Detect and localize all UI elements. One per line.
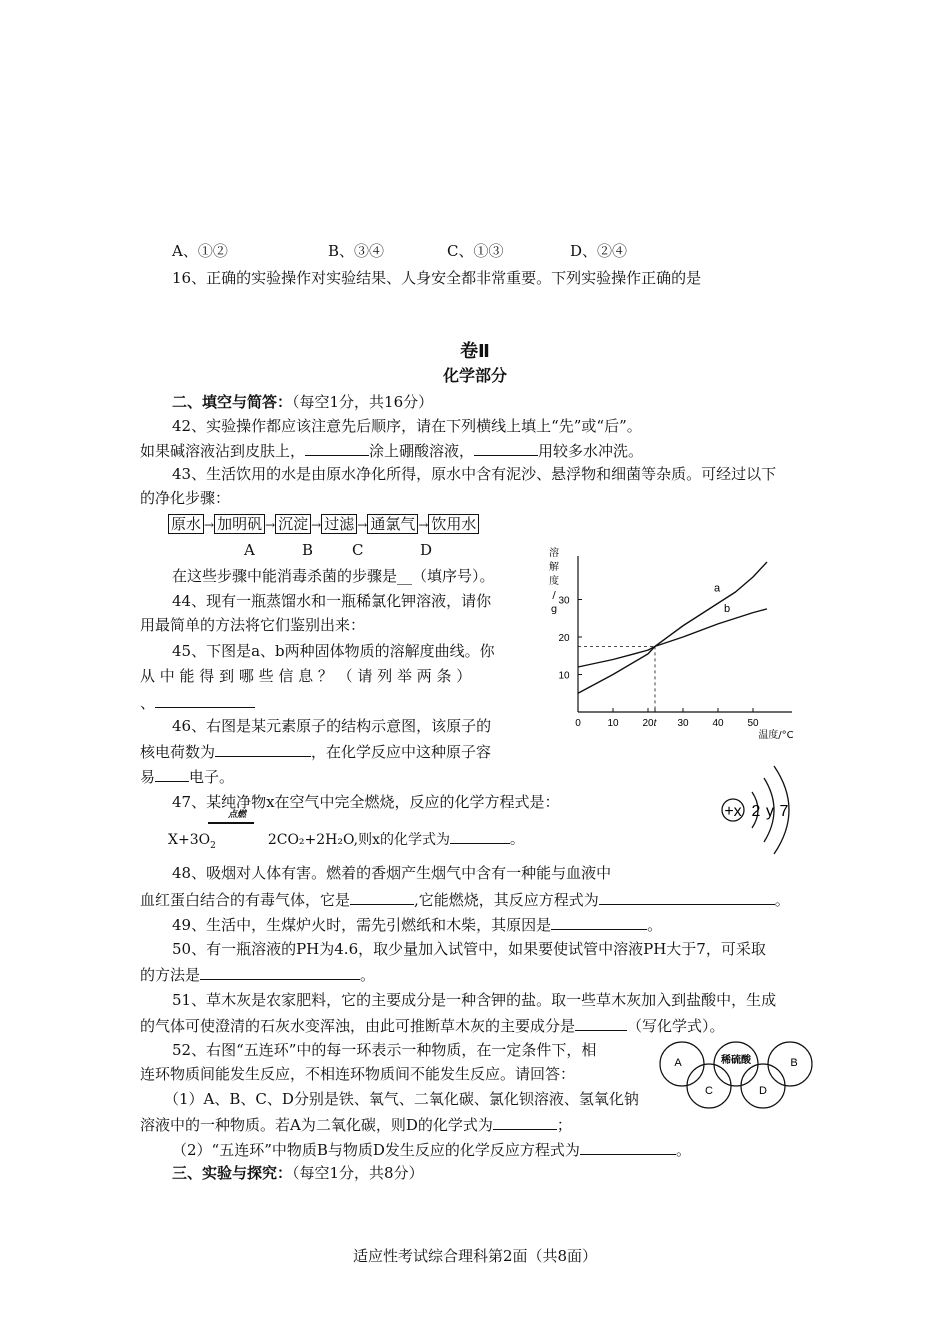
q46-line3 [140,766,234,787]
q50-text-a: 的方法是 [140,966,201,984]
q52-blank-2[interactable] [580,1139,676,1155]
q49-text-b: 。 [647,916,663,934]
flow-arrow-icon: → [357,518,368,532]
flow-step-2: 加明矾 [214,514,265,534]
y-axis-label-char: 解 [549,562,559,573]
q48-text-b: ,它能燃烧，其反应方程式为 [414,891,599,909]
flow-letter-b: B [302,541,314,559]
q15-option-b: B、③④ [328,242,385,260]
flow-arrow-icon: → [265,518,276,532]
q45-line1: 45、下图是a、b两种固体物质的溶解度曲线。你 [172,642,495,660]
part2-heading: 二、填空与简答： [172,393,293,411]
y-axis-label-char: 溶 [549,548,559,559]
q49-blank[interactable] [551,914,647,930]
flow-letter-d: D [420,541,433,559]
q50-line2 [140,964,375,985]
x-tick-label: t [653,718,657,729]
q48-text-a: 血红蛋白结合的有毒气体，它是 [140,891,351,909]
series-b-label: b [724,602,731,615]
q47-lhs: X+3O [168,832,211,848]
part2-note: （每空1分，共16分） [292,393,434,411]
atom-structure-diagram [712,760,812,860]
x-axis-label: 温度/°C [758,730,794,741]
q44-line2: 用最简单的方法将它们鉴别出来： [140,616,366,634]
q48-line2 [140,889,790,910]
y-tick-label: 30 [558,595,570,607]
q48-line1: 48、吸烟对人体有害。燃着的香烟产生烟气中含有一种能与血液中 [172,864,612,882]
x-tick-label: 0 [575,718,581,729]
five-rings-diagram [656,1036,816,1116]
q43-line3: 在这些步骤中能消毒杀菌的步骤是__（填序号）。 [172,567,495,585]
flow-step-5: 通氯气 [367,514,418,534]
q46-text-c: 易 [140,768,156,786]
q45-line2: 从 中 能 得 到 哪 些 信 息 ？ （ 请 列 举 两 条 ） [140,667,472,685]
x-tick-label: 30 [677,718,689,729]
q48-text-c: 。 [774,891,790,909]
q46-blank-2[interactable] [155,766,189,782]
section-subtitle: 化学部分 [442,366,507,385]
q48-blank-1[interactable] [350,889,414,905]
q47-blank[interactable] [450,828,510,844]
part2-heading-line [172,392,433,412]
q42-text-c: 用较多水冲洗。 [538,442,644,460]
page-footer: 适应性考试综合理科第2面（共8面） [352,1247,598,1265]
x-tick-label: 20 [642,718,654,729]
q46-text-a: 核电荷数为 [140,743,216,761]
purification-flow [168,514,479,535]
q46-text-b: ，在化学反应中这种原子容 [311,743,492,761]
part3-heading: 三、实验与探究： [172,1164,293,1182]
q42-line2 [140,440,643,461]
q47-rhs: 2CO₂+2H₂O, [267,832,359,848]
q42-text-a: 如果碱溶液沾到皮肤上， [140,442,306,460]
q47-reaction-bar [208,822,254,824]
x-tick-label: 50 [747,718,759,729]
q52-text-a: 溶液中的一种物质。若A为二氧化碳，则D的化学式为 [140,1116,493,1134]
ring-d-label: D [759,1085,767,1097]
part3-note: （每空1分，共8分） [292,1164,424,1182]
ring-a-label: A [674,1057,682,1069]
q52-line2: 连环物质间能发生反应，不相连环物质间不能发生反应。请回答： [140,1065,576,1083]
q45-line3 [140,692,255,713]
q52-line4 [140,1114,572,1135]
y-tick-label: 10 [558,670,570,682]
ring-sulfuric-acid-label: 稀硫酸 [721,1055,751,1066]
nucleus-label: +x [724,803,742,820]
q42-text-b: 涂上硼酸溶液， [369,442,475,460]
q52-text-c: （2）“五连环”中物质B与物质D发生反应的化学反应方程式为 [172,1141,580,1159]
q51-line2 [140,1015,725,1036]
q42-blank-2[interactable] [474,440,538,456]
x-tick-label: 10 [607,718,619,729]
part3-heading-line [172,1163,424,1183]
q51-blank[interactable] [575,1015,627,1031]
flow-arrow-icon: → [311,518,322,532]
q50-blank[interactable] [200,964,360,980]
q49-text-a: 49、生活中，生煤炉火时，需先引燃纸和木柴，其原因是 [172,916,552,934]
q48-blank-2[interactable] [599,889,775,905]
series-a-label: a [714,582,721,595]
q52-blank-1[interactable] [493,1114,557,1130]
shell-3-count: 7 [779,803,789,820]
flow-arrow-icon: → [418,518,429,532]
q47-line1: 47、某纯净物x在空气中完全燃烧，反应的化学方程式是： [172,793,560,811]
q15-option-a: A、①② [172,242,228,260]
q43-line2: 的净化步骤： [140,489,231,507]
q52-text-b: ； [556,1116,572,1134]
ring-b-label: B [790,1057,798,1069]
q52-line3: （1）A、B、C、D分别是铁、氧气、二氧化碳、氯化钡溶液、氢氧化钠 [164,1090,639,1108]
q47-equation [168,828,524,856]
q46-line2 [140,741,491,762]
series-a-line [578,562,767,693]
q42-line1: 42、实验操作都应该注意先后顺序，请在下列横线上填上“先”或“后”。 [172,417,642,435]
ring-a [660,1042,704,1086]
y-axis-label-char: 度 [549,576,559,587]
q47-end: 。 [510,832,525,848]
q52-line5 [172,1139,691,1160]
y-axis-label-char: / [552,590,556,601]
q46-blank-1[interactable] [215,741,311,757]
q15-option-c: C、①③ [447,242,504,260]
y-axis-label-char: g [550,604,558,615]
y-tick-label: 20 [558,633,570,644]
q45-blank[interactable] [155,692,255,708]
solubility-chart [540,540,810,770]
q45-separator: 、 [140,694,156,712]
q46-text-d: 电子。 [189,768,235,786]
series-b-line [578,609,767,667]
x-tick-label: 40 [712,718,724,729]
flow-step-6: 饮用水 [428,514,479,534]
q15-option-d: D、②④ [570,242,628,260]
q44-line1: 44、现有一瓶蒸馏水和一瓶稀氯化钾溶液，请你 [172,592,492,610]
section-title: 卷Ⅱ [460,341,490,362]
flow-step-1: 原水 [168,514,204,534]
q47-ask: 则x的化学式为 [358,832,451,848]
q43-line1: 43、生活饮用的水是由原水净化所得，原水中含有泥沙、悬浮物和细菌等杂质。可经过以下 [172,465,777,483]
flow-letter-a: A [244,541,255,559]
q42-blank-1[interactable] [305,440,369,456]
q51-line1: 51、草木灰是农家肥料，它的主要成分是一种含钾的盐。取一些草木灰加入到盐酸中，生成 [172,991,777,1009]
flow-letter-c: C [352,541,364,559]
shell-2-count: y [766,803,774,820]
q50-line1: 50、有一瓶溶液的PH为4.6，取少量加入试管中，如果要使试管中溶液PH大于7，可采取 [172,940,766,958]
q46-line1: 46、右图是某元素原子的结构示意图，该原子的 [172,717,492,735]
q51-text-a: 的气体可使澄清的石灰水变浑浊，由此可推断草木灰的主要成分是 [140,1017,576,1035]
shell-1-count: 2 [751,803,761,820]
q47-lhs-sub: 2 [210,840,216,851]
q51-text-b: （写化学式）。 [627,1017,725,1035]
q52-line1: 52、右图“五连环”中的每一环表示一种物质，在一定条件下，相 [172,1041,597,1059]
q50-text-b: 。 [360,966,376,984]
ring-c-label: C [705,1085,713,1097]
flow-step-4: 过滤 [321,514,357,534]
flow-arrow-icon: → [204,518,215,532]
flow-step-3: 沉淀 [275,514,311,534]
q49-line [172,914,662,935]
q16-text: 16、正确的实验操作对实验结果、人身安全都非常重要。下列实验操作正确的是 [172,269,702,287]
q52-text-d: 。 [675,1141,691,1159]
q47-condition: 点燃 [228,810,247,820]
